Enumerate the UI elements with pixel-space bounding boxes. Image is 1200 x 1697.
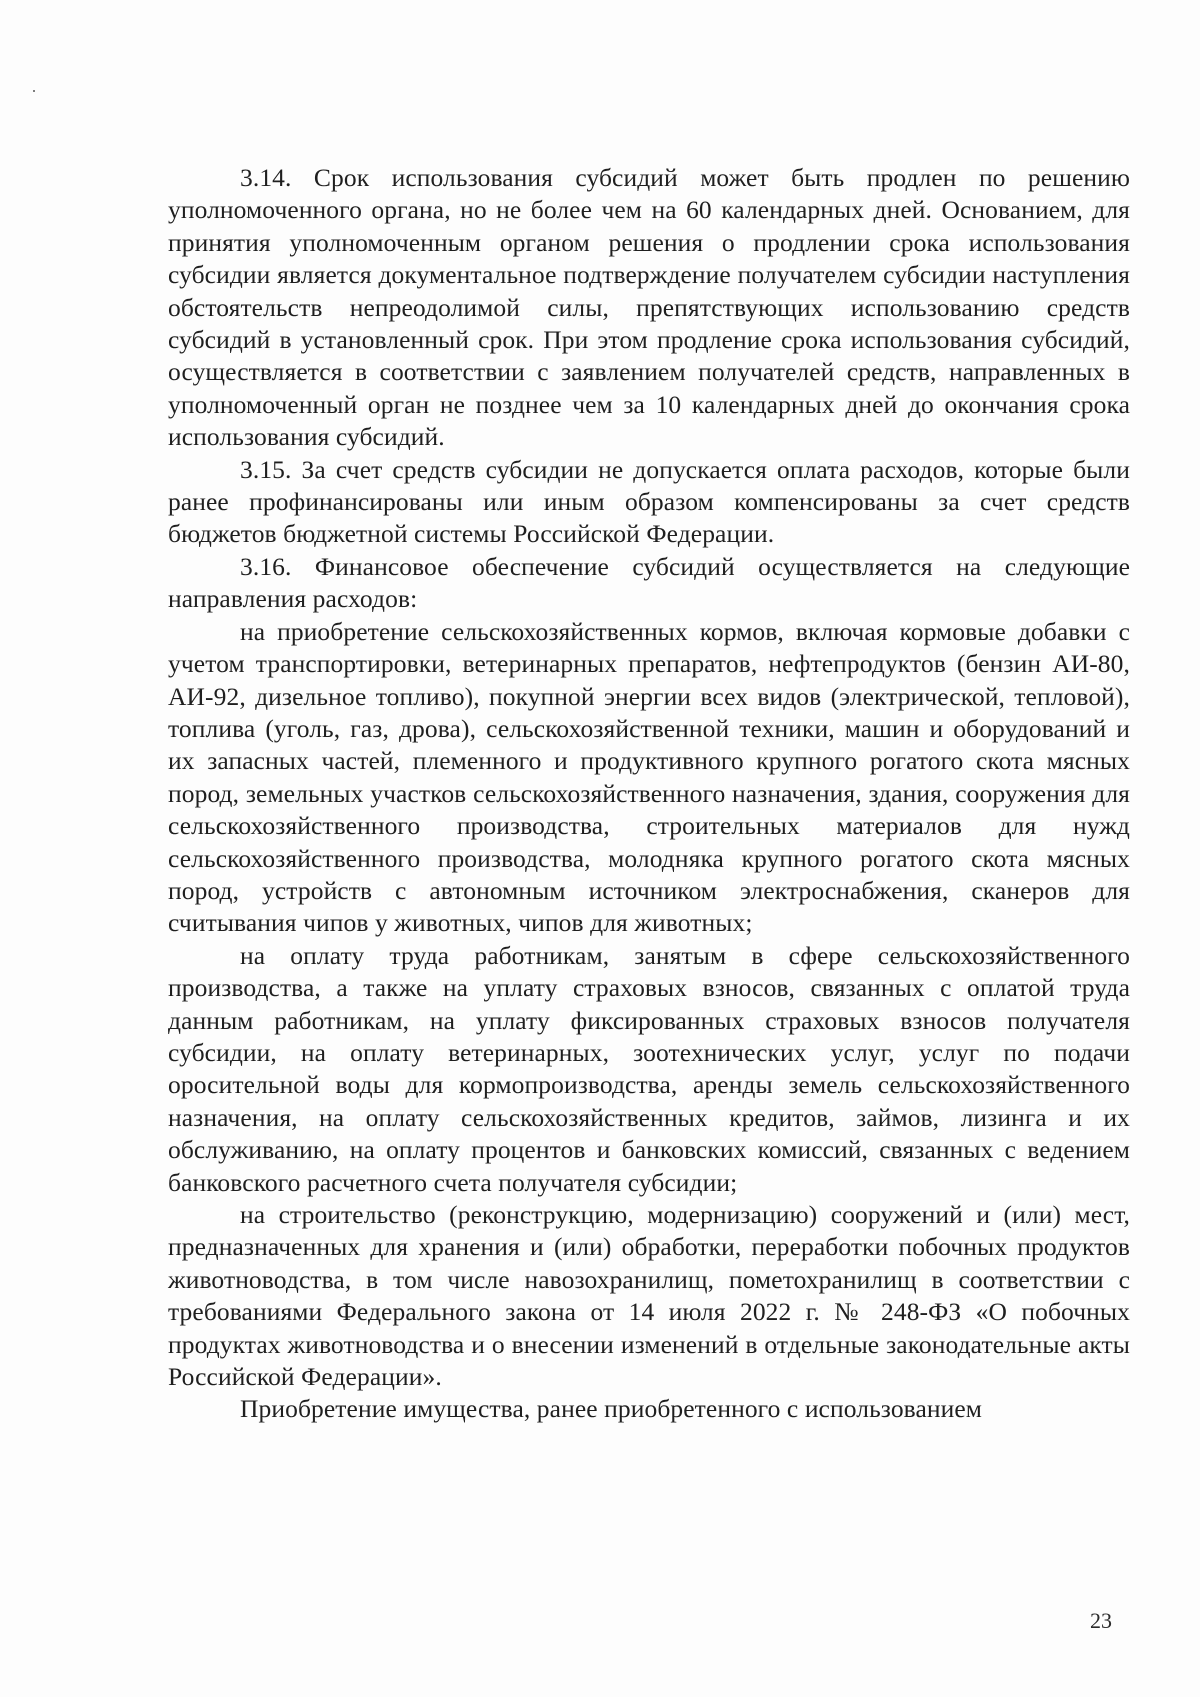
expense-item-purchases: на приобретение сельскохозяйственных кормов, включая кормовые добавки с учетом транспортировки, ветеринарных препаратов, нефтепродуктов (бензин АИ-80, АИ-92, дизельное топливо), покупной энергии всех видов (электрической, тепловой), топлива (уголь, газ, дрова), сельскохозяйственной техники, машин и оборудований и их запасных частей, племенного и продуктивного крупного рогатого скота мясных пород, земельных участков сельскохозяйственного назначения, здания, сооружения для сельскохозяйственного производства, строительных материалов для нужд сельскохозяйственного производства, молодняка крупного рогатого скота мясных пород, устройств с автономным источником электроснабжения, сканеров для считывания чипов у животных, чипов для животных;	[168, 616, 1130, 938]
paragraph-3-15: 3.15. За счет средств субсидии не допускается оплата расходов, которые были ранее профинансированы или иным образом компенсированы за счет средств бюджетов бюджетной системы Российской Федерации.	[168, 454, 1130, 549]
paragraph-3-14: 3.14. Срок использования субсидий может быть продлен по решению уполномоченного органа, но не более чем на 60 календарных дней. Основанием, для принятия уполномоченным органом решения о продлении срока использования субсидии является документальное подтверждение получателем субсидии наступления обстоятельств непреодолимой силы, препятствующих использованию средств субсидий в установленный срок. При этом продление срока использования субсидий, осуществляется в соответствии с заявлением получателей средств, направленных в уполномоченный орган не позднее чем за 10 календарных дней до окончания срока использования субсидий.	[168, 163, 1130, 452]
expense-item-labor: на оплату труда работникам, занятым в сфере сельскохозяйственного производства, а также на уплату страховых взносов, связанных с оплатой труда данным работникам, на уплату фиксированных страховых взносов получателя субсидии, на оплату ветеринарных, зоотехнических услуг, услуг по подачи оросительной воды для кормопроизводства, аренды земель сельскохозяйственного назначения, на оплату сельскохозяйственных кредитов, займов, лизинга и их обслуживанию, на оплату процентов и банковских комиссий, связанных с ведением банковского расчетного счета получателя субсидии;	[168, 940, 1130, 1197]
paragraph-property-acquisition: Приобретение имущества, ранее приобретенного с использованием	[240, 1394, 983, 1424]
paragraph-3-16: 3.16. Финансовое обеспечение субсидий осуществляется на следующие направления расходов:	[168, 551, 1130, 614]
page-number: 23	[1090, 1608, 1112, 1633]
scan-speck	[33, 90, 35, 92]
document-body	[168, 162, 1130, 1426]
expense-item-construction: на строительство (реконструкцию, модернизацию) сооружений и (или) мест, предназначенных для хранения и (или) обработки, переработки побочных продуктов животноводства, в том числе навозохранилищ, пометохранилищ в соответствии с требованиями Федерального закона от 14 июля 2022 г. № 248-ФЗ «О побочных продуктах животноводства и о внесении изменений в отдельные законодательные акты Российской Федерации».	[168, 1200, 1130, 1392]
